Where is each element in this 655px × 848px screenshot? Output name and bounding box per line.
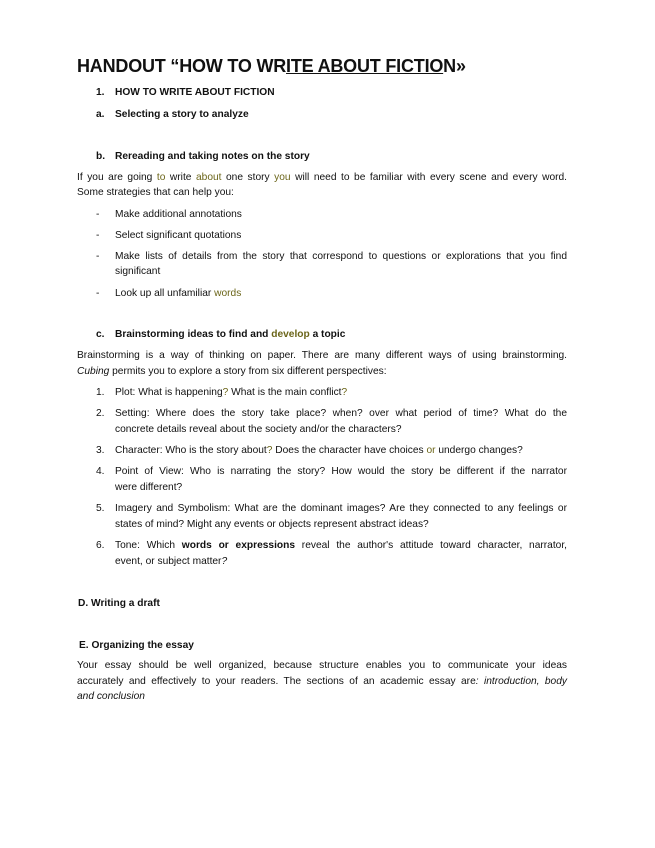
para-e-line-2 <box>77 675 567 688</box>
list-number: 2. <box>96 408 105 419</box>
heading-1-number: 1. <box>96 87 105 98</box>
title-part-3: N» <box>443 56 466 76</box>
heading-b-letter: b. <box>96 151 106 162</box>
text-run: Brainstorming ideas to find and <box>115 329 272 340</box>
text-run: Tone: Which <box>115 540 182 551</box>
para-e-line-3: and conclusion <box>77 691 145 702</box>
list-number: 5. <box>96 503 105 514</box>
text-run: reveal the author's attitude toward character, narrator, <box>295 540 567 551</box>
heading-e: E. Organizing the essay <box>79 640 194 651</box>
list-item-4-line-2: were different? <box>115 482 183 493</box>
heading-c-letter: c. <box>96 329 105 340</box>
para-c-line-2 <box>77 365 387 378</box>
list-number: 3. <box>96 445 105 456</box>
list-item-6-line-2 <box>115 555 227 568</box>
heading-a-letter: a. <box>96 109 105 120</box>
text-run: If you are going <box>77 172 157 183</box>
text-run: permits you to explore a story from six different perspectives: <box>109 366 387 377</box>
text-run: event, or subject matter <box>115 556 222 567</box>
para-b-line-1 <box>77 171 567 184</box>
text-run: ? <box>341 387 348 398</box>
text-run: Character: Who is the story about <box>115 445 267 456</box>
bullet-4 <box>115 287 241 300</box>
list-item-2-line-1: Setting: Where does the story take place? when? over what period of time? What do the <box>115 408 567 419</box>
document-title <box>77 56 466 77</box>
bullet-1: Make additional annotations <box>115 209 242 220</box>
para-e-line-1: Your essay should be well organized, because structure enables you to communicate your ideas <box>77 660 567 671</box>
text-run: a topic <box>309 329 346 340</box>
bullet-3-line-2: significant <box>115 266 161 277</box>
text-run: to <box>156 172 166 183</box>
text-run: or <box>426 445 436 456</box>
heading-d: D. Writing a draft <box>78 598 160 609</box>
list-item-4-line-1: Point of View: Who is narrating the story? How would the story be different if the narrator <box>115 466 567 477</box>
text-run: ? <box>222 387 229 398</box>
list-item-5-line-2: states of mind? Might any events or objects represent abstract ideas? <box>115 519 429 530</box>
heading-1-text: HOW TO WRITE ABOUT FICTION <box>115 87 275 98</box>
text-run: words <box>214 288 242 299</box>
heading-b-text: Rereading and taking notes on the story <box>115 151 310 162</box>
bullet-3-line-1: Make lists of details from the story that correspond to questions or explorations that you find <box>115 251 567 262</box>
list-number: 1. <box>96 387 105 398</box>
bullet-dash: - <box>96 209 100 220</box>
text-run: : introduction, body <box>475 676 567 687</box>
text-run: g <box>216 387 223 398</box>
list-item-1 <box>115 386 347 399</box>
text-run: words or expressions <box>181 540 296 551</box>
text-run: you <box>274 172 291 183</box>
heading-c-text <box>115 328 345 341</box>
title-part-2-underlined: ITE ABOUT FICTIO <box>286 56 444 76</box>
bullet-dash: - <box>96 230 100 241</box>
text-run: write <box>165 172 196 183</box>
text-run: ? <box>266 445 273 456</box>
text-run: will need to be familiar with every scene and every word. <box>290 172 568 183</box>
text-run: ? <box>221 556 228 567</box>
text-run: undergo changes? <box>435 445 523 456</box>
text-run: Look up all unfamiliar <box>115 288 215 299</box>
text-run: Does the character have choices <box>272 445 427 456</box>
text-run: accurately and effectively to your readers. The sections of an academic essay are <box>77 676 476 687</box>
list-item-5-line-1: Imagery and Symbolism: What are the dominant images? Are they connected to any feelings or <box>115 503 567 514</box>
list-number: 4. <box>96 466 105 477</box>
list-item-6-line-1 <box>115 539 567 552</box>
text-run: What is the main conflict <box>228 387 342 398</box>
text-run: develop <box>271 329 310 340</box>
bullet-dash: - <box>96 251 100 262</box>
text-run: one story <box>221 172 275 183</box>
bullet-dash: - <box>96 288 100 299</box>
list-number: 6. <box>96 540 105 551</box>
bullet-2: Select significant quotations <box>115 230 242 241</box>
list-item-2-line-2: concrete details reveal about the society and/or the characters? <box>115 424 402 435</box>
text-run: Plot: What is happenin <box>115 387 217 398</box>
title-part-1: HANDOUT “HOW TO WR <box>77 56 287 76</box>
text-run: Cubing <box>77 366 110 377</box>
list-item-3 <box>115 444 523 457</box>
text-run: about <box>195 172 222 183</box>
para-b-line-2: Some strategies that can help you: <box>77 187 234 198</box>
heading-a-text: Selecting a story to analyze <box>115 109 249 120</box>
para-c-line-1: Brainstorming is a way of thinking on paper. There are many different ways of using brainstorming. <box>77 350 567 361</box>
